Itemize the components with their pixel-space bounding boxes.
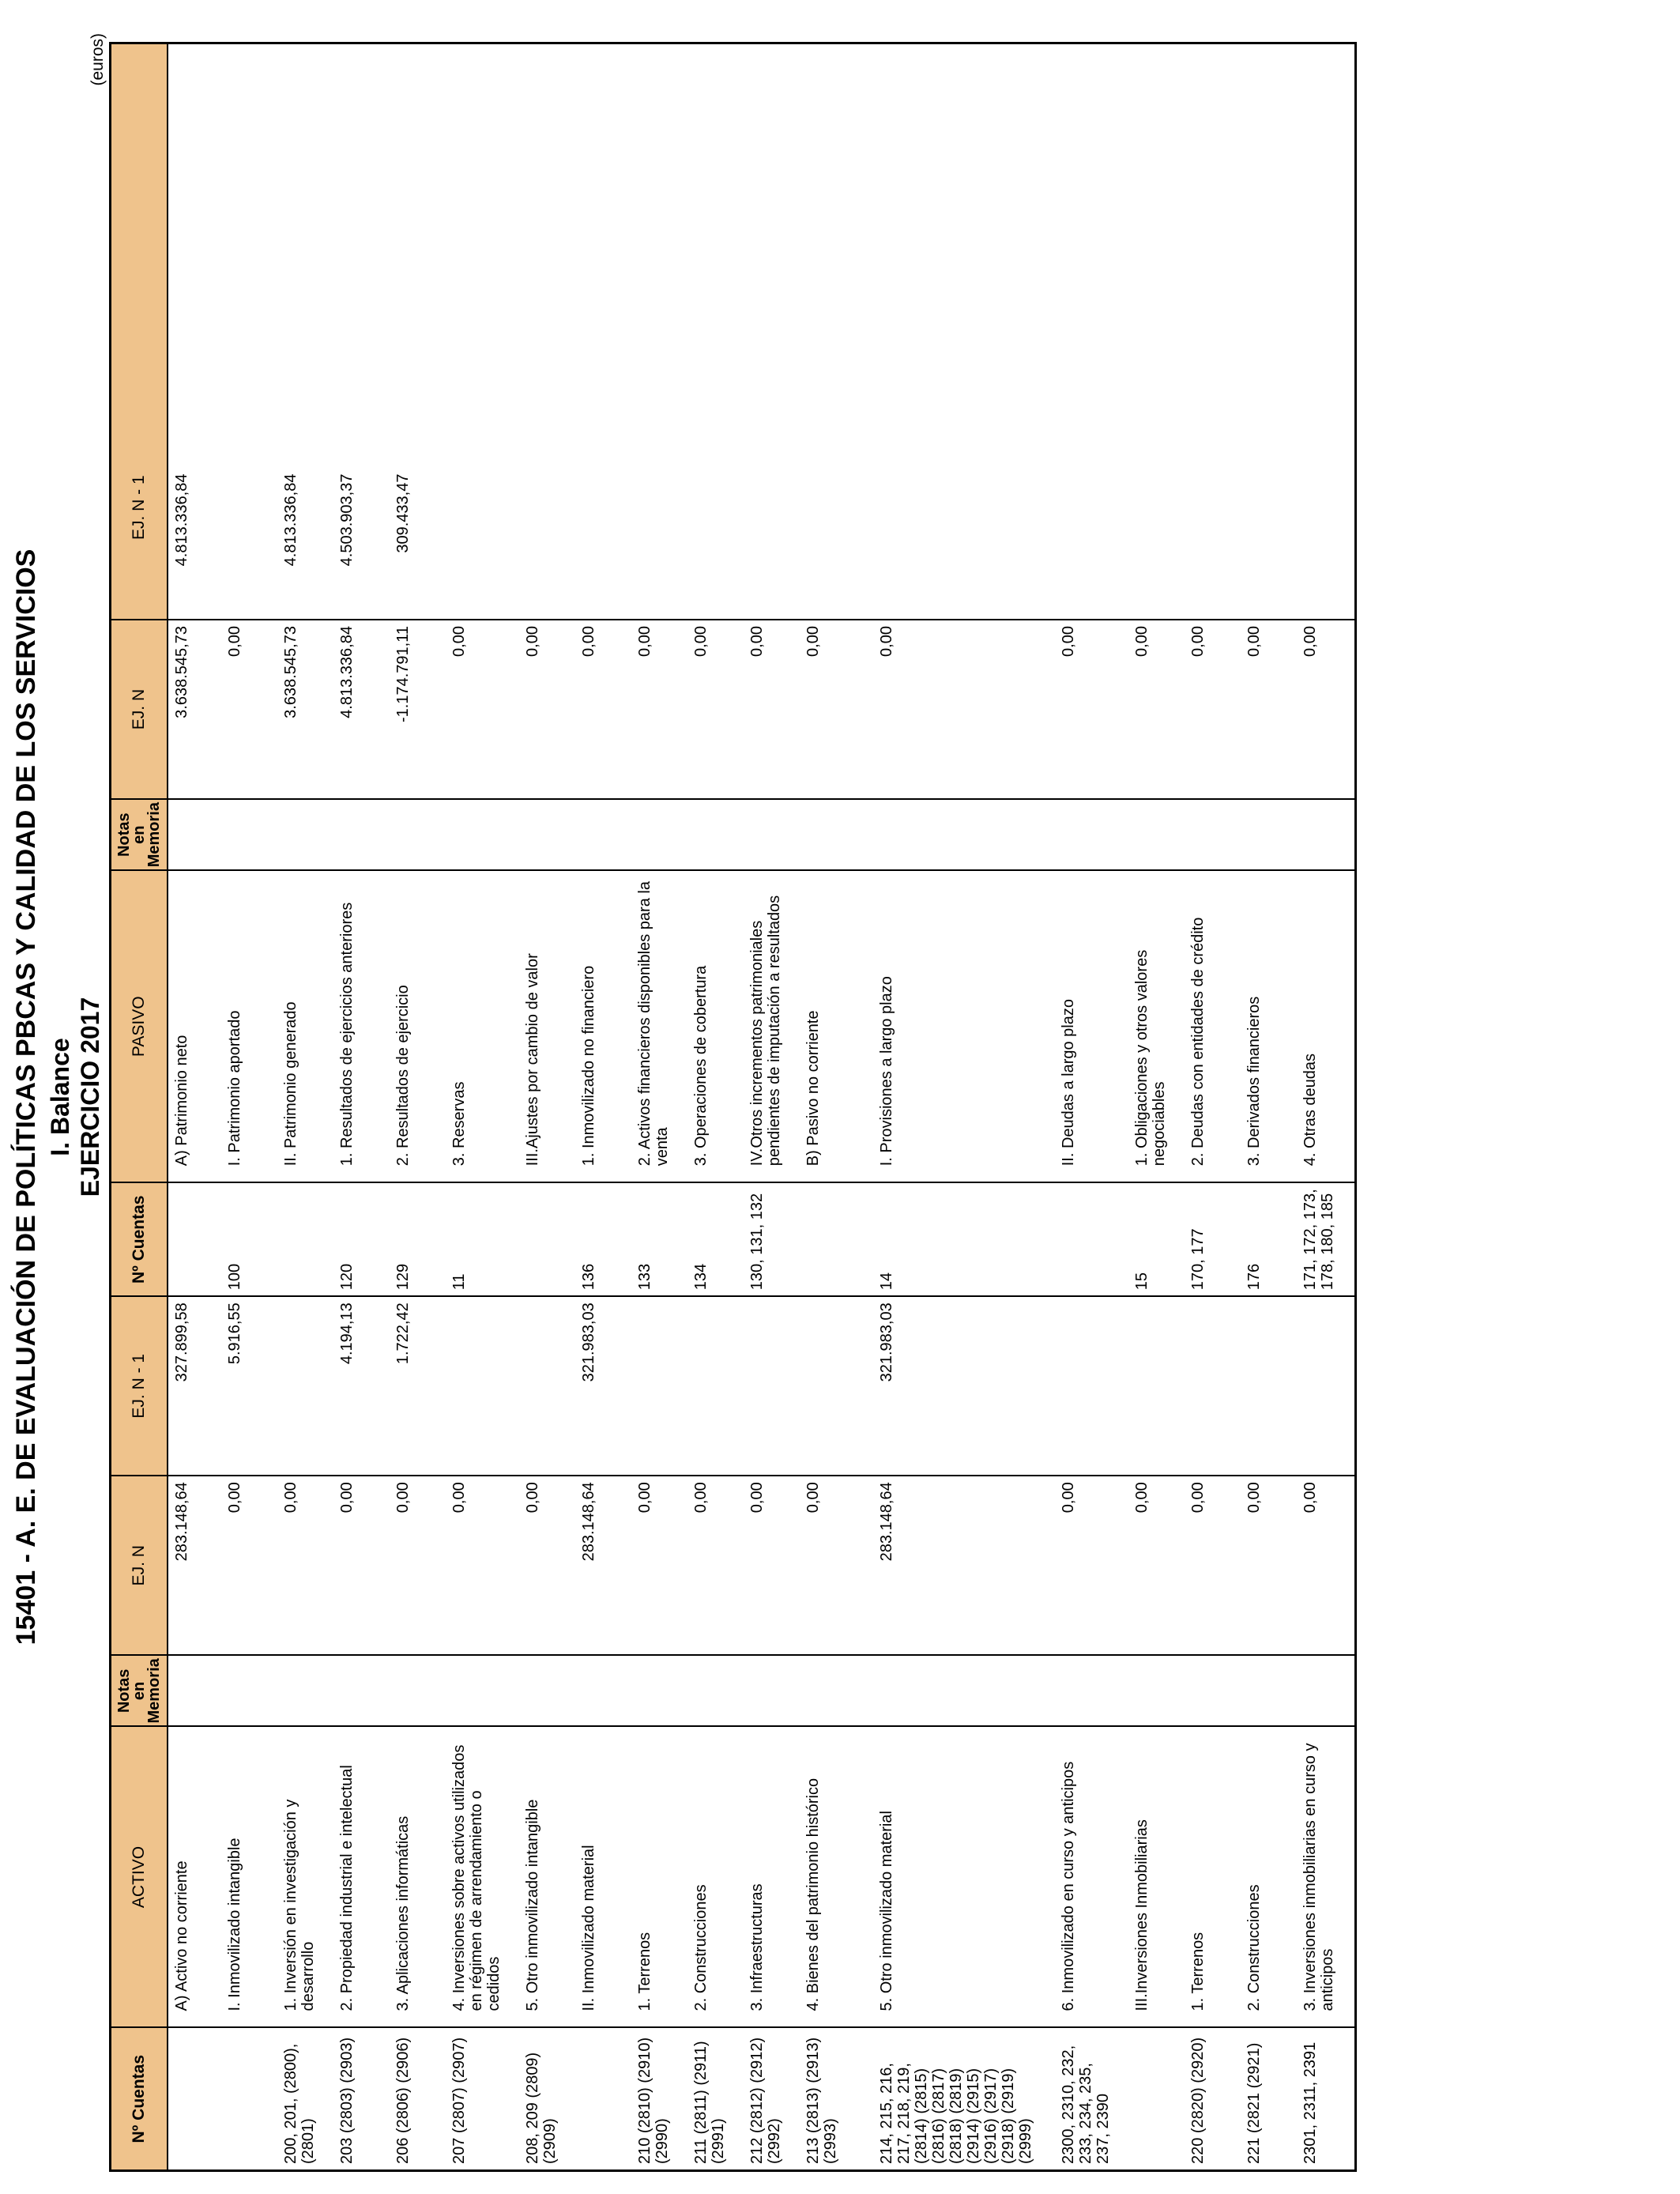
ej-n-cell: 0,00: [578, 620, 634, 799]
account-cell: 14: [876, 1182, 1057, 1296]
notas-cell: [1243, 799, 1299, 870]
ej-n1-cell: [634, 1296, 690, 1476]
ej-n-cell: 0,00: [1299, 620, 1355, 799]
account-cell: [802, 1182, 876, 1296]
notas-cell: [1131, 799, 1187, 870]
ej-n-cell: 4.813.336,84: [336, 620, 392, 799]
ej-n1-cell: [746, 1296, 802, 1476]
table-row: [336, 43, 392, 2170]
activo-label-cell: 2. Construcciones: [690, 1727, 746, 2028]
activo-label-cell: 3. Inversiones inmobiliarias en curso y anticipos: [1299, 1727, 1355, 2028]
pasivo-label-cell: 3. Derivados financieros: [1243, 870, 1299, 1182]
header-cuentas-pasivo: Nº Cuentas: [111, 1182, 168, 1296]
account-cell: 136: [578, 1182, 634, 1296]
ej-n1-cell: [1243, 1296, 1299, 1476]
ej-n1-cell: [1299, 43, 1355, 620]
pasivo-label-cell: IV.Otros incrementos patrimoniales pendientes de imputación a resultados: [746, 870, 802, 1182]
header-activo: ACTIVO: [111, 1727, 168, 2028]
ej-n1-cell: [746, 43, 802, 620]
ej-n-cell: 0,00: [280, 1476, 336, 1655]
ej-n1-cell: [690, 43, 746, 620]
activo-label-cell: 5. Otro inmovilizado intangible: [522, 1727, 578, 2028]
activo-label-cell: I. Inmovilizado intangible: [224, 1727, 280, 2028]
activo-label-cell: 1. Terrenos: [1187, 1727, 1243, 2028]
ej-n1-cell: [1187, 43, 1243, 620]
header-ej-n1-activo: EJ. N - 1: [111, 1296, 168, 1476]
activo-label-cell: 1. Terrenos: [634, 1727, 690, 2028]
ej-n-cell: 283.148,64: [168, 1476, 224, 1655]
table-row: [1299, 43, 1355, 2170]
notas-cell: [634, 799, 690, 870]
ej-n1-cell: 4.813.336,84: [280, 43, 336, 620]
account-cell: 170, 177: [1187, 1182, 1243, 1296]
header-ej-n-pasivo: EJ. N: [111, 620, 168, 799]
ej-n-cell: 0,00: [634, 1476, 690, 1655]
pasivo-label-cell: B) Pasivo no corriente: [802, 870, 876, 1182]
ej-n1-cell: 309.433,47: [392, 43, 448, 620]
notas-cell: [1187, 1655, 1243, 1726]
account-cell: 2300, 2310, 232, 233, 234, 235, 237, 2390: [1057, 2028, 1131, 2171]
notas-cell: [802, 1655, 876, 1726]
ej-n1-cell: 321.983,03: [876, 1296, 1057, 1476]
notas-cell: [876, 1655, 1057, 1726]
account-cell: 207 (2807) (2907): [448, 2028, 522, 2171]
notas-cell: [224, 799, 280, 870]
pasivo-label-cell: A) Patrimonio neto: [168, 870, 224, 1182]
account-cell: [1131, 2028, 1187, 2171]
pasivo-label-cell: 1. Obligaciones y otros valores negociables: [1131, 870, 1187, 1182]
notas-cell: [746, 799, 802, 870]
table-row: [522, 43, 578, 2170]
ej-n-cell: -1.174.791,11: [392, 620, 448, 799]
pasivo-label-cell: 3. Operaciones de cobertura: [690, 870, 746, 1182]
ej-n1-cell: [448, 1296, 522, 1476]
ej-n-cell: 0,00: [522, 1476, 578, 1655]
account-cell: 176: [1243, 1182, 1299, 1296]
ej-n1-cell: 4.503.903,37: [336, 43, 392, 620]
table-row: [802, 43, 876, 2170]
ej-n1-cell: 5.916,55: [224, 1296, 280, 1476]
table-row: [690, 43, 746, 2170]
notas-cell: [1057, 1655, 1131, 1726]
table-row: [168, 43, 224, 2170]
ej-n-cell: 0,00: [224, 1476, 280, 1655]
header-pasivo: PASIVO: [111, 870, 168, 1182]
table-row: [1187, 43, 1243, 2170]
account-cell: [280, 1182, 336, 1296]
ej-n-cell: 0,00: [1187, 1476, 1243, 1655]
pasivo-label-cell: 2. Deudas con entidades de crédito: [1187, 870, 1243, 1182]
activo-label-cell: 1. Inversión en investigación y desarrollo: [280, 1727, 336, 2028]
header-cuentas-activo: Nº Cuentas: [111, 2028, 168, 2171]
notas-cell: [280, 799, 336, 870]
account-cell: 133: [634, 1182, 690, 1296]
ej-n1-cell: [522, 43, 578, 620]
ej-n-cell: 0,00: [690, 620, 746, 799]
notas-cell: [1243, 1655, 1299, 1726]
notas-cell: [522, 799, 578, 870]
pasivo-label-cell: 1. Resultados de ejercicios anteriores: [336, 870, 392, 1182]
account-cell: 203 (2803) (2903): [336, 2028, 392, 2171]
ej-n1-cell: [224, 43, 280, 620]
pasivo-label-cell: II. Patrimonio generado: [280, 870, 336, 1182]
notas-cell: [578, 799, 634, 870]
ej-n-cell: 0,00: [224, 620, 280, 799]
pasivo-label-cell: 2. Resultados de ejercicio: [392, 870, 448, 1182]
notas-cell: [1131, 1655, 1187, 1726]
table-row: [1243, 43, 1299, 2170]
activo-label-cell: 4. Inversiones sobre activos utilizados en régimen de arrendamiento o cedidos: [448, 1727, 522, 2028]
account-cell: 171, 172, 173, 178, 180, 185: [1299, 1182, 1355, 1296]
table-body: [168, 43, 1355, 2170]
notas-cell: [448, 799, 522, 870]
ej-n1-cell: [802, 1296, 876, 1476]
table-row: [280, 43, 336, 2170]
ej-n-cell: 3.638.545,73: [168, 620, 224, 799]
table-row: [224, 43, 280, 2170]
header-ej-n-activo: EJ. N: [111, 1476, 168, 1655]
account-cell: 214, 215, 216, 217, 218, 219, (2814) (2815) (2816) (2817) (2818) (2819) (2914) (2915) (2916) (2917) (2918) (2919) (2999): [876, 2028, 1057, 2171]
ej-n1-cell: 327.899,58: [168, 1296, 224, 1476]
activo-label-cell: 5. Otro inmovilizado material: [876, 1727, 1057, 2028]
account-cell: 221 (2821 (2921): [1243, 2028, 1299, 2171]
account-cell: 129: [392, 1182, 448, 1296]
balance-table: [109, 42, 1357, 2172]
notas-cell: [876, 799, 1057, 870]
activo-label-cell: 6. Inmovilizado en curso y anticipos: [1057, 1727, 1131, 2028]
account-cell: 220 (2820) (2920): [1187, 2028, 1243, 2171]
table-header-row: [111, 43, 168, 2170]
account-cell: 206 (2806) (2906): [392, 2028, 448, 2171]
ej-n1-cell: [1131, 1296, 1187, 1476]
ej-n1-cell: [448, 43, 522, 620]
notas-cell: [1187, 799, 1243, 870]
ej-n1-cell: [280, 1296, 336, 1476]
pasivo-label-cell: 2. Activos financieros disponibles para la venta: [634, 870, 690, 1182]
ej-n1-cell: 4.813.336,84: [168, 43, 224, 620]
ej-n-cell: 0,00: [1299, 1476, 1355, 1655]
table-row: [746, 43, 802, 2170]
account-cell: 15: [1131, 1182, 1187, 1296]
account-cell: 213 (2813) (2913) (2993): [802, 2028, 876, 2171]
account-cell: [168, 2028, 224, 2171]
activo-label-cell: 2. Construcciones: [1243, 1727, 1299, 2028]
currency-note: (euros): [89, 33, 107, 86]
pasivo-label-cell: 1. Inmovilizado no financiero: [578, 870, 634, 1182]
ej-n1-cell: 4.194,13: [336, 1296, 392, 1476]
exercise-year: EJERCICIO 2017: [76, 997, 104, 1197]
notas-cell: [448, 1655, 522, 1726]
table-row: [1057, 43, 1131, 2170]
notas-cell: [522, 1655, 578, 1726]
header-notas-activo: Notas en Memoria: [111, 1655, 168, 1726]
notas-cell: [336, 1655, 392, 1726]
ej-n1-cell: [578, 43, 634, 620]
account-cell: 130, 131, 132: [746, 1182, 802, 1296]
pasivo-label-cell: I. Patrimonio aportado: [224, 870, 280, 1182]
ej-n-cell: 0,00: [1243, 620, 1299, 799]
pasivo-label-cell: I. Provisiones a largo plazo: [876, 870, 1057, 1182]
notas-cell: [392, 1655, 448, 1726]
notas-cell: [578, 1655, 634, 1726]
ej-n-cell: 0,00: [448, 1476, 522, 1655]
ej-n-cell: 0,00: [448, 620, 522, 799]
ej-n-cell: 0,00: [522, 620, 578, 799]
account-cell: 212 (2812) (2912) (2992): [746, 2028, 802, 2171]
notas-cell: [280, 1655, 336, 1726]
ej-n-cell: 0,00: [1057, 620, 1131, 799]
pasivo-label-cell: II. Deudas a largo plazo: [1057, 870, 1131, 1182]
account-cell: 100: [224, 1182, 280, 1296]
ej-n1-cell: [522, 1296, 578, 1476]
activo-label-cell: II. Inmovilizado material: [578, 1727, 634, 2028]
ej-n-cell: 0,00: [1187, 620, 1243, 799]
notas-cell: [690, 799, 746, 870]
account-cell: 2301, 2311, 2391: [1299, 2028, 1355, 2171]
notas-cell: [746, 1655, 802, 1726]
notas-cell: [802, 799, 876, 870]
account-cell: [578, 2028, 634, 2171]
ej-n1-cell: [1057, 43, 1131, 620]
ej-n1-cell: 1.722,42: [392, 1296, 448, 1476]
ej-n1-cell: [802, 43, 876, 620]
document-title: 15401 - A. E. DE EVALUACIÓN DE POLÍTICAS PBCAS Y CALIDAD DE LOS SERVICIOS: [11, 548, 41, 1646]
ej-n-cell: 0,00: [802, 1476, 876, 1655]
activo-label-cell: III.Inversiones Inmobiliarias: [1131, 1727, 1187, 2028]
document-subtitle: I. Balance: [46, 1038, 74, 1156]
ej-n-cell: 0,00: [1057, 1476, 1131, 1655]
ej-n1-cell: [690, 1296, 746, 1476]
account-cell: 134: [690, 1182, 746, 1296]
header-notas-pasivo: Notas en Memoria: [111, 799, 168, 870]
notas-cell: [336, 799, 392, 870]
notas-cell: [1057, 799, 1131, 870]
notas-cell: [634, 1655, 690, 1726]
notas-cell: [168, 799, 224, 870]
account-cell: 11: [448, 1182, 522, 1296]
ej-n-cell: 0,00: [1131, 620, 1187, 799]
pasivo-label-cell: III.Ajustes por cambio de valor: [522, 870, 578, 1182]
account-cell: 200, 201, (2800), (2801): [280, 2028, 336, 2171]
pasivo-label-cell: 3. Reservas: [448, 870, 522, 1182]
table-row: [876, 43, 1057, 2170]
ej-n-cell: 0,00: [802, 620, 876, 799]
ej-n-cell: 3.638.545,73: [280, 620, 336, 799]
table-row: [578, 43, 634, 2170]
ej-n-cell: 0,00: [746, 1476, 802, 1655]
header-ej-n1-pasivo: EJ. N - 1: [111, 43, 168, 620]
account-cell: 211 (2811) (2911) (2991): [690, 2028, 746, 2171]
table-row: [448, 43, 522, 2170]
ej-n-cell: 0,00: [746, 620, 802, 799]
notas-cell: [1299, 1655, 1355, 1726]
account-cell: 210 (2810) (2910) (2990): [634, 2028, 690, 2171]
ej-n1-cell: [1131, 43, 1187, 620]
ej-n-cell: 283.148,64: [578, 1476, 634, 1655]
table-row: [392, 43, 448, 2170]
ej-n-cell: 0,00: [634, 620, 690, 799]
account-cell: [1057, 1182, 1131, 1296]
table-row: [1131, 43, 1187, 2170]
ej-n1-cell: [876, 43, 1057, 620]
ej-n-cell: 0,00: [1131, 1476, 1187, 1655]
notas-cell: [690, 1655, 746, 1726]
activo-label-cell: 3. Infraestructuras: [746, 1727, 802, 2028]
account-cell: [224, 2028, 280, 2171]
pasivo-label-cell: 4. Otras deudas: [1299, 870, 1355, 1182]
ej-n1-cell: 321.983,03: [578, 1296, 634, 1476]
notas-cell: [168, 1655, 224, 1726]
ej-n-cell: 0,00: [392, 1476, 448, 1655]
notas-cell: [1299, 799, 1355, 870]
activo-label-cell: A) Activo no corriente: [168, 1727, 224, 2028]
notas-cell: [224, 1655, 280, 1726]
account-cell: 120: [336, 1182, 392, 1296]
ej-n-cell: 0,00: [1243, 1476, 1299, 1655]
ej-n1-cell: [634, 43, 690, 620]
notas-cell: [392, 799, 448, 870]
account-cell: 208, 209 (2809) (2909): [522, 2028, 578, 2171]
activo-label-cell: 2. Propiedad industrial e intelectual: [336, 1727, 392, 2028]
activo-label-cell: 4. Bienes del patrimonio histórico: [802, 1727, 876, 2028]
ej-n1-cell: [1299, 1296, 1355, 1476]
ej-n1-cell: [1243, 43, 1299, 620]
ej-n1-cell: [1187, 1296, 1243, 1476]
ej-n1-cell: [1057, 1296, 1131, 1476]
table-row: [634, 43, 690, 2170]
ej-n-cell: 0,00: [336, 1476, 392, 1655]
account-cell: [522, 1182, 578, 1296]
activo-label-cell: 3. Aplicaciones informáticas: [392, 1727, 448, 2028]
ej-n-cell: 283.148,64: [876, 1476, 1057, 1655]
ej-n-cell: 0,00: [876, 620, 1057, 799]
account-cell: [168, 1182, 224, 1296]
ej-n-cell: 0,00: [690, 1476, 746, 1655]
